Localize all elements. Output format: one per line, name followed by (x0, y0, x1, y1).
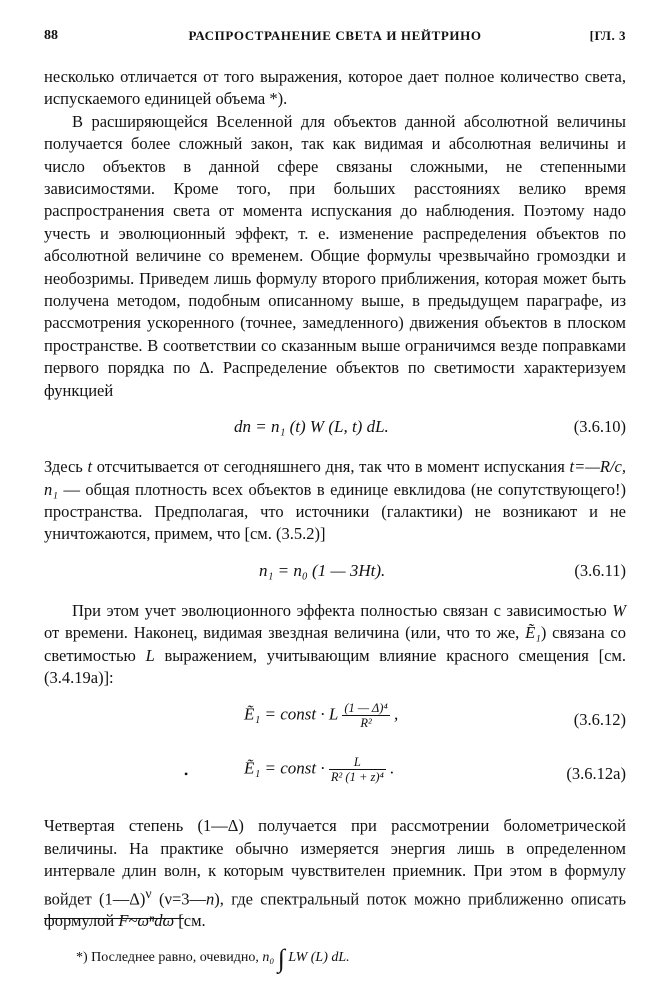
equation-formula: dn = n₁ (t) W (L, t) dL. (234, 417, 389, 437)
footnote-symbol: n₀ (262, 950, 275, 965)
paragraph-fourth-power (44, 815, 626, 933)
text-run: Здесь (44, 457, 88, 477)
paragraph-evolution-effect (44, 600, 626, 690)
text-run: выражением, учитывающим влияние красного смещения [см. (3.4.19а)]: (44, 645, 626, 687)
symbol-L: L (145, 645, 155, 665)
footnote-rule (44, 918, 184, 919)
inline-formula: t=—R/c, n₁ (44, 457, 626, 499)
text-run: При этом учет эволюционного эффекта полностью связан с зависимостью (72, 600, 613, 620)
equation-formula (244, 701, 398, 730)
fraction-numerator: L (329, 755, 386, 770)
chapter-label: [ГЛ. 3 (589, 28, 626, 43)
superscript-nu: ν (145, 885, 152, 901)
formula-tail: , (389, 704, 399, 724)
formula-lhs: Ẽ₁ = const · (244, 758, 329, 778)
equation-formula (244, 755, 394, 784)
fraction-denominator: R² (360, 716, 372, 731)
equation-number: (3.6.11) (574, 560, 626, 580)
text-run: ) связана со светимостью (44, 623, 626, 665)
equation-number: (3.6.10) (573, 417, 626, 437)
equation-3-6-12a (44, 751, 626, 797)
text-run: — общая плотность всех объектов в единице евклидова (не сопутствующего!) пространства. Предполагая, что источники (галактики) не возникают и не уничтожаются, примем, что [см. (3.5.2)] (44, 479, 626, 544)
text-run: [см. (174, 911, 206, 931)
text-run: отсчитывается от сегодняшнего дня, так что в момент испускания (92, 457, 570, 477)
symbol-n: n (206, 889, 215, 909)
text-run: ), где спектральный поток можно приближенно описать формулой (44, 889, 626, 931)
footnote-text: *) Последнее равно, очевидно, (76, 950, 263, 965)
fraction (342, 701, 389, 730)
paragraph-continuation: несколько отличается от того выражения, которое дает полное количество света, испускаемого единицей объема *). (44, 67, 626, 109)
symbol-W: W (612, 600, 626, 620)
text-run: от времени. Наконец, видимая звездная величина (или, что то же, (44, 623, 526, 643)
footnote-formula: LW (L) dL. (284, 950, 350, 965)
formula-lhs: Ẽ₁ = const · L (244, 704, 343, 724)
page-body (44, 66, 626, 933)
symbol-E1: Ẽ₁ (525, 623, 541, 643)
page-header (44, 28, 626, 48)
formula-tail: . (385, 758, 395, 778)
fraction-numerator: (1 — Δ)⁴ (344, 701, 388, 716)
page-number: 88 (44, 28, 58, 43)
fraction-denominator: R² (1 + z)⁴ (330, 770, 384, 785)
integral-sign: ∫ (277, 944, 285, 973)
symbol-t: t (87, 457, 93, 477)
equation-number: (3.6.12) (573, 710, 626, 730)
equation-3-6-12 (44, 697, 626, 743)
paragraph-time-origin (44, 456, 626, 546)
equation-number: (3.6.12a) (566, 764, 626, 784)
paragraph-expanding-universe: В расширяющейся Вселенной для объектов данной абсолютной величины получается более сложный закон, так как видимая и абсолютная величины и число объектов в данной сфере связаны сложными, не степенными зависимостями. Кроме того, при больших расстояниях велико время распространения света от момента испускания до наблюдения. Поэтому надо учесть и эволюционный эффект, т. е. изменение распределения объектов по абсолютной величине со временем. Общие формулы чрезвычайно громоздки и необозримы. Приведем лишь формулу второго приближения, которая может быть получена методом, подобным описанному выше, в предыдущем параграфе, из рассмотрения ускоренного (точнее, замедленного) движения объектов в плоском пространстве. В соответствии со сказанным выше ограничимся везде поправками первого порядка по Δ. Распределение объектов по светимости характеризуем функцией (44, 111, 626, 400)
equation-formula: n₁ = n₀ (1 — 3Ht). (259, 560, 386, 580)
footnote (76, 944, 350, 974)
text-run: (ν=3— (151, 889, 207, 909)
fraction (329, 755, 386, 784)
text-run: Четвертая степень (1—Δ) получается при рассмотрении болометрической величины. На практике обычно измеряется энергия лишь в определенном интервале длин волн, к которым чувствителен приемник. При этом в формулу войдет (1—Δ) (44, 816, 626, 909)
equation-3-6-10 (44, 412, 626, 446)
inline-formula: F~ωⁿdω (118, 911, 175, 931)
margin-dot: • (184, 767, 189, 782)
running-title: РАСПРОСТРАНЕНИЕ СВЕТА И НЕЙТРИНО (188, 28, 482, 43)
equation-3-6-11 (44, 556, 626, 590)
